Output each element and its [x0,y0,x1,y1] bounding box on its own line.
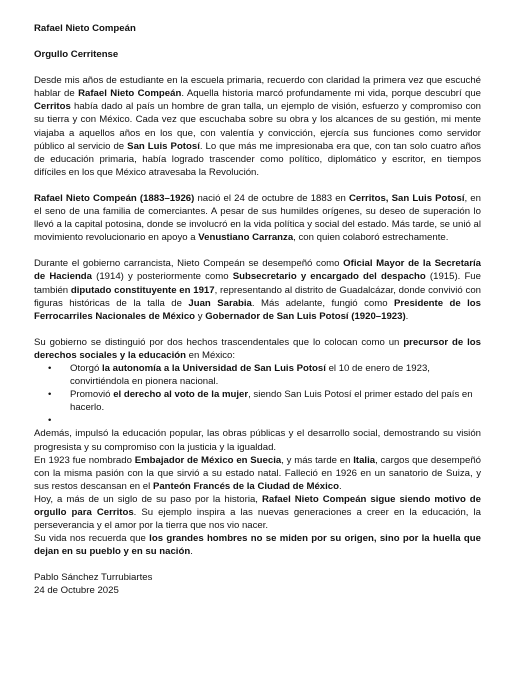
text: y [195,310,206,322]
bold-text: precursor de los derechos sociales y la educación [34,336,481,361]
text: Promovió [70,389,114,401]
bold-text: la autonomía a la Universidad de San Luis Potosí [102,362,326,374]
bold-text: San Luis Potosí [127,140,200,152]
achievements-list [34,362,481,427]
bold-text: Subsecretario y encargado del despacho [232,271,426,283]
list-item [34,388,481,414]
text: , y más tarde en [281,454,354,466]
bold-text: Italia [353,454,376,466]
text: nació el 24 de octubre de 1883 en [194,192,349,204]
text: , siendo San Luis Potosí el primer estado del país en hacerlo. [70,389,473,414]
bold-text: Oficial Mayor de la Secretaría de Hacienda [34,258,481,283]
paragraph-diplomacy [34,454,481,493]
bold-text: Presidente de los Ferrocarriles Nacionales de México [34,297,481,322]
text: (1914) y posteriormente como [92,271,233,283]
bold-text: Rafael Nieto Compeán (1883–1926) [34,192,195,204]
paragraph-government [34,336,481,362]
paragraph-today [34,493,481,532]
bold-text: Juan Sarabia [188,297,252,309]
text: . Aquella historia marcó profundamente mi vida, porque descubrí que [181,88,482,100]
bold-text: diputado constituyente en 1917 [70,284,215,296]
bullet-icon: • [48,415,52,427]
bold-text: Rafael Nieto Compeán [78,88,182,100]
text: , con quien colaboró estrechamente. [293,232,449,244]
text: , representando al distrito de Guadalcázar, donde convivió con figuras históricas de la talla de [34,284,481,309]
bold-text: Cerritos, San Luis Potosí [349,192,465,204]
text: Su gobierno se distinguió por dos hechos trascendentales que lo colocan como un [34,336,404,348]
bold-text: el derecho al voto de la mujer [113,389,249,401]
text: en México: [185,349,236,361]
document-author-heading: Rafael Nieto Compeán [34,23,136,34]
text: , cargos que desempeñó con la misma pasión con la que sirvió a su estado natal. Falleció en 1926 en un sanatorio de Suiza, y sus restos descansan en el [34,454,481,492]
text: . Su ejemplo inspira a las nuevas generaciones a creer en la educación, la perseverancia y el amor por la tierra que nos vio nacer. [34,507,481,532]
text: Desde mis años de estudiante en la escuela primaria, recuerdo con claridad la primera vez que escuché hablar de [34,75,481,100]
paragraph-biography [34,192,481,244]
paragraph-career [34,257,481,322]
text: había dado al país un hombre de gran talla, un ejemplo de visión, esfuerzo y compromiso con su tierra y con México. Cada vez que escuchaba sobre su obra y los alcances de su gestión, mi mente viajaba a aquellos años en los que, con valentía y convicción, ejercía sus funciones como servidor público al servicio de [34,101,481,152]
list-item-empty [34,414,481,427]
text: el 10 de enero de 1923, convirtiéndola en pionera nacional. [70,362,430,388]
paragraph-legacy: Además, impulsó la educación popular, las obras públicas y el desarrollo social, demostrando su visión progresista y su compromiso con la justicia y la igualdad. [34,428,481,453]
bold-text: Panteón Francés de la Ciudad de México [152,480,339,492]
text: , en el seno de una familia de comerciantes. A pesar de sus humildes orígenes, su deseo de superación lo llevó a la capital potosina, donde se involucró en la vida política y social del estado. Más tarde, se unió al movimiento revolucionario en apoyo a [34,192,481,244]
text: Otorgó [70,362,102,374]
signature-name: Pablo Sánchez Turrubiartes [34,572,153,584]
bold-text: Rafael Nieto Compeán sigue siendo motivo de orgullo para Cerritos [34,493,481,518]
paragraph-intro [34,74,481,179]
document-title: Orgullo Cerritense [34,49,119,61]
text: . [339,480,342,492]
bold-text: Cerritos [34,101,71,113]
list-item [34,362,481,388]
text: En 1923 fue nombrado [34,454,135,466]
signature-date: 24 de Octubre 2025 [34,585,119,597]
text: (1915). Fue también [34,271,481,296]
bold-text: Gobernador de San Luis Potosí (1920–1923) [205,310,406,322]
bold-text: Venustiano Carranza [198,232,294,244]
bullet-icon: • [48,389,52,401]
text: . Lo que más me impresionaba era que, con tan solo cuatro años de educación primaria, había logrado trascender como político, diplomático y escritor, en tiempos difíciles en los que México atravesaba la Revolución. [34,140,481,178]
text: . Más adelante, fungió como [251,297,394,309]
bold-text: los grandes hombres no se miden por su origen, sino por la huella que dejan en su pueblo y en su nación [34,533,481,558]
signature-block [34,571,481,597]
bold-text: Embajador de México en Suecia [134,454,282,466]
text: . [190,546,193,558]
text: Su vida nos recuerda que [34,533,150,545]
bullet-icon: • [48,362,52,374]
paragraph-closing [34,532,481,558]
text: Durante el gobierno carrancista, Nieto Compeán se desempeñó como [34,258,344,270]
text: . [405,310,409,322]
text: Hoy, a más de un siglo de su paso por la historia, [34,493,262,505]
